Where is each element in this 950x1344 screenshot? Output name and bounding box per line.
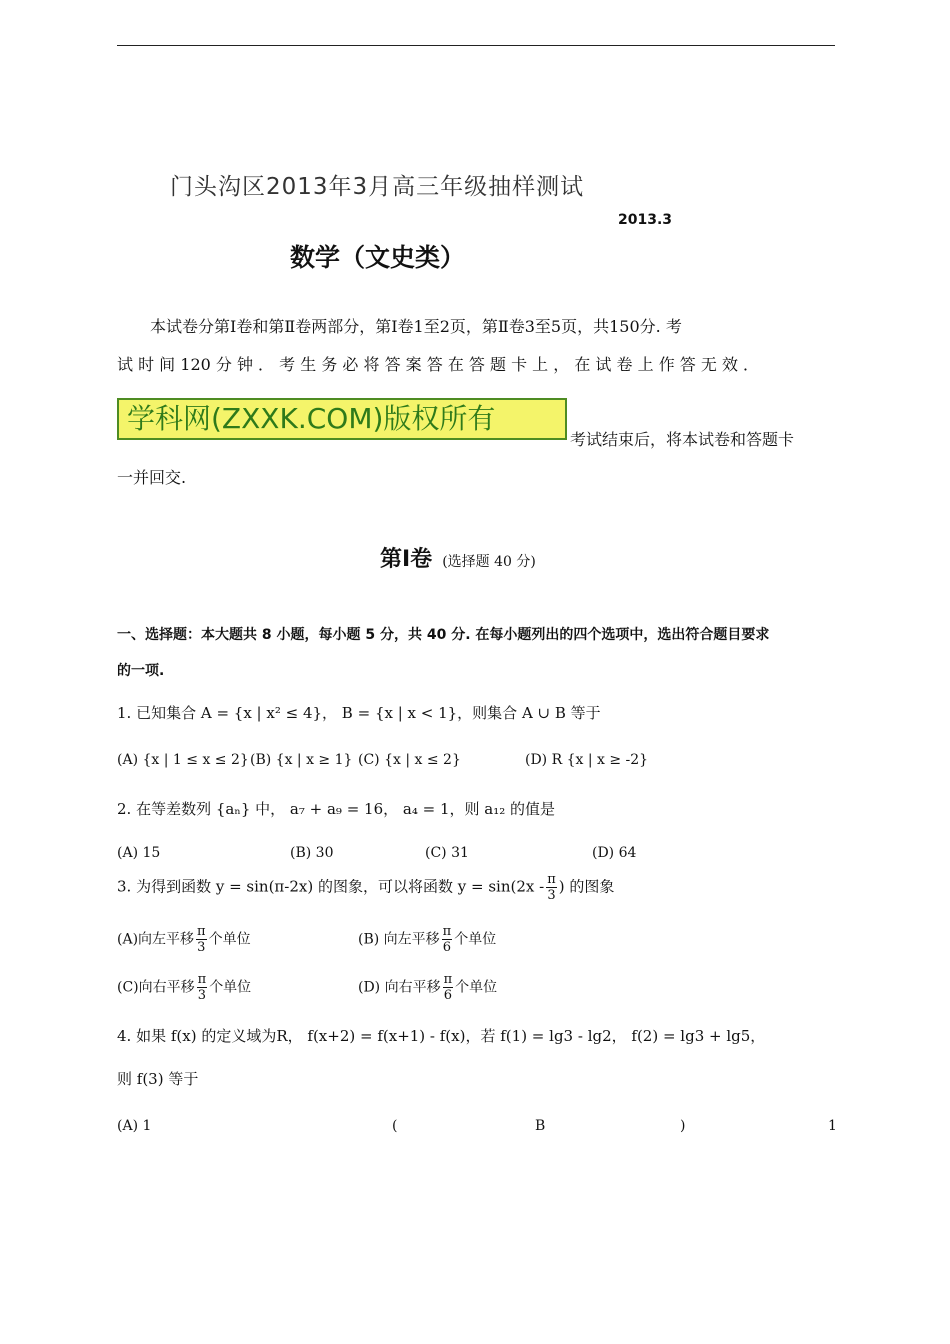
exam-subject: 数学（文史类） — [290, 243, 466, 272]
section-heading — [380, 542, 536, 573]
q4-option-a: (A) 1 — [117, 1118, 152, 1134]
q2-option-d: (D) 64 — [592, 845, 637, 861]
intro-line-4: 一并回交. — [117, 468, 187, 487]
q1-option-d: (D) R {x | x ≥ -2} — [525, 752, 649, 768]
q4-option-paren-close: ) — [680, 1118, 686, 1134]
q3-option-a: (A)向左平移 $\frac{\pi}{3}$ 个单位 — [117, 924, 251, 955]
q1-option-b: (B) {x | x ≥ 1} — [250, 752, 353, 768]
intro-line-2: 试 时 间 120 分 钟 ． 考 生 务 必 将 答 案 答 在 答 题 卡 上 ， 在 试 卷 上 作 答 无 效 ． — [117, 355, 760, 374]
instructions-line-2: 的一项. — [117, 663, 165, 679]
q3-stem — [117, 872, 614, 903]
q1-option-c: (C) {x | x ≤ 2} — [358, 752, 461, 768]
section-title: 第Ⅰ卷 — [380, 547, 433, 572]
q2-option-a: (A) 15 — [117, 845, 161, 861]
instructions-line-1: 一、选择题：本大题共 8 小题，每小题 5 分，共 40 分. 在每小题列出的四个选项中，选出符合题目要求 — [117, 627, 770, 643]
q4-option-b-value: 1 — [828, 1118, 837, 1134]
q3-stem-a: 3. 为得到函数 y = sin(π-2x) 的图象，可以将函数 y = sin(2x - — [117, 877, 545, 896]
q1-option-a: (A) {x | 1 ≤ x ≤ 2} — [117, 752, 249, 768]
q4-option-b: B — [535, 1118, 546, 1134]
intro-line-3: 考试结束后，将本试卷和答题卡 — [570, 430, 795, 449]
q4-option-paren-open: ( — [392, 1118, 398, 1134]
intro-line-1: 本试卷分第Ⅰ卷和第Ⅱ卷两部分，第Ⅰ卷1至2页，第Ⅱ卷3至5页，共150分. 考 — [150, 317, 682, 336]
q4-stem: 4. 如果 f(x) 的定义域为R， f(x+2) = f(x+1) - f(x)，若 f(1) = lg3 - lg2， f(2) = lg3 + lg5， — [117, 1027, 766, 1045]
section-note: (选择题 40 分) — [442, 554, 536, 570]
exam-date: 2013.3 — [618, 212, 673, 228]
q3-option-c: (C)向右平移 $\frac{\pi}{3}$ 个单位 — [117, 972, 252, 1003]
q3-option-d: (D) 向右平移 $\frac{\pi}{6}$ 个单位 — [358, 972, 498, 1003]
q2-stem: 2. 在等差数列 {aₙ} 中， a₇ + a₉ = 16， a₄ = 1，则 a₁₂ 的值是 — [117, 800, 555, 818]
q3-stem-b: ) 的图象 — [558, 877, 615, 896]
q1-stem: 1. 已知集合 A = {x | x² ≤ 4}， B = {x | x < 1}，则集合 A ∪ B 等于 — [117, 704, 601, 722]
exam-title: 门头沟区2013年3月高三年级抽样测试 — [170, 174, 585, 200]
q3-fraction: $\frac{\pi}{3}$ — [547, 872, 556, 903]
q4-stem-2: 则 f(3) 等于 — [117, 1070, 199, 1088]
q3-option-b: (B) 向左平移 $\frac{\pi}{6}$ 个单位 — [358, 924, 497, 955]
q2-option-b: (B) 30 — [290, 845, 334, 861]
watermark-banner: 学科网(ZXXK.COM)版权所有 — [117, 398, 567, 440]
header-rule — [117, 45, 835, 46]
q2-option-c: (C) 31 — [425, 845, 469, 861]
